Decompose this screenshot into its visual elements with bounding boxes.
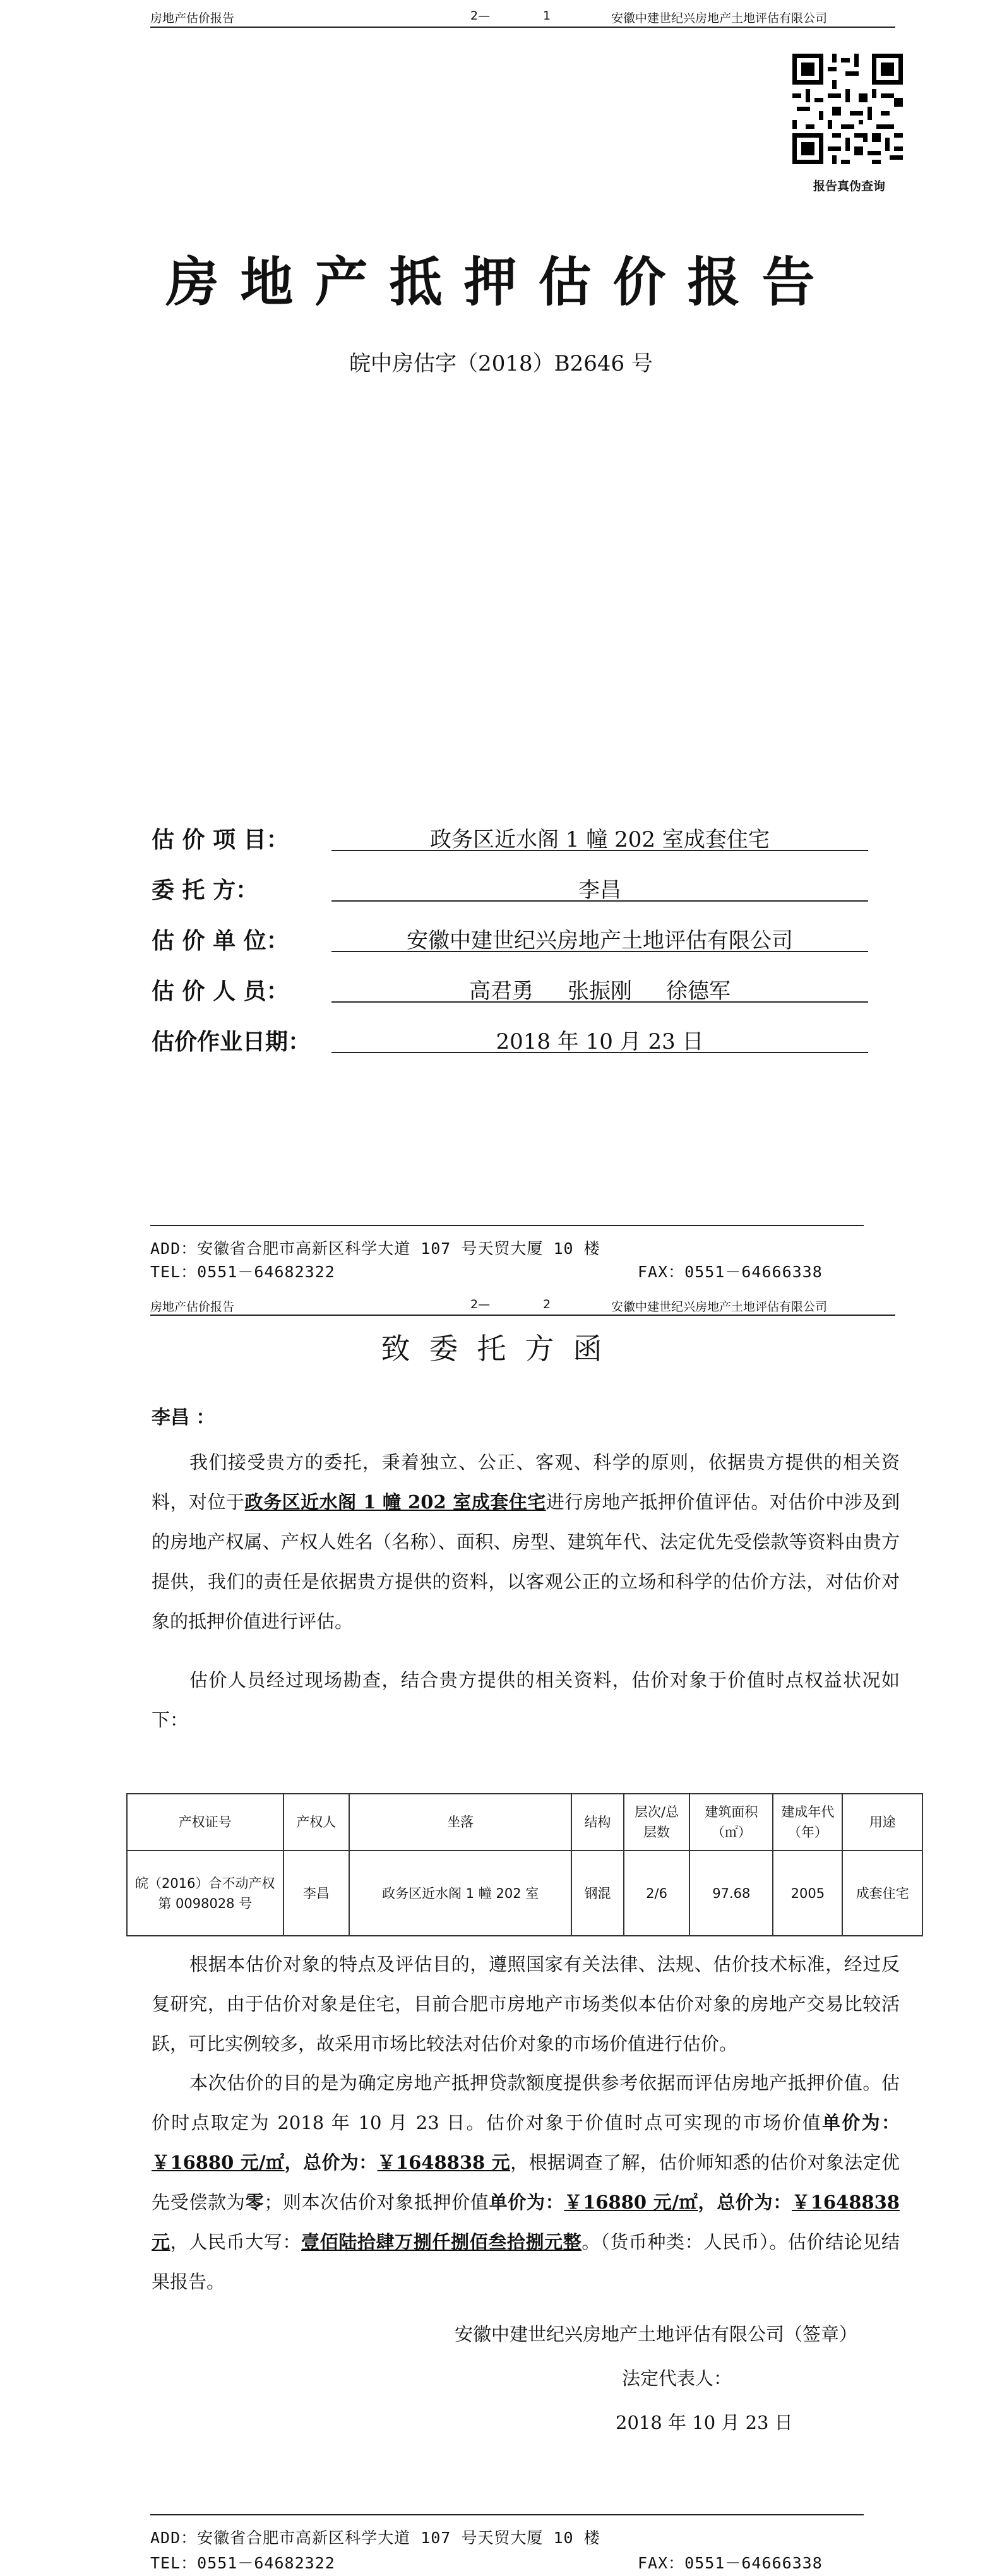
table-header-cell: 产权人 [283, 1794, 350, 1851]
property-rights-table [126, 1793, 923, 1936]
table-header-cell: 坐落 [349, 1794, 571, 1851]
page1-header-page-prefix: 2— [470, 9, 491, 23]
p4-text-d: ，人民币大写： [170, 2231, 301, 2253]
info-value: 高君勇 张振刚 徐德军 [468, 979, 731, 1004]
letter-title: 致委托方函 [381, 1332, 621, 1366]
info-value: 2018 年 10 月 23 日 [496, 1029, 704, 1054]
p4-text-c: ；则本次估价对象抵押价值 [264, 2191, 489, 2213]
mortgage-total-price-label: ，总价为： [698, 2191, 792, 2213]
table-header-cell: 建筑面积（㎡） [689, 1794, 773, 1851]
table-header-cell: 用途 [842, 1794, 922, 1851]
table-header-cell: 建成年代（年） [773, 1794, 842, 1851]
qr-caption: 报告真伪查询 [813, 179, 885, 193]
page2-header-rule [150, 1315, 895, 1316]
page1-header-page-num: 1 [543, 9, 551, 23]
page2-footer-fax: FAX：0551－64666338 [638, 2554, 823, 2572]
letter-paragraph-1 [152, 1443, 900, 1642]
table-row [127, 1851, 922, 1936]
info-underline [331, 951, 868, 952]
table-cell: 钢混 [571, 1851, 624, 1936]
unit-price-label: 单价为： [822, 2112, 900, 2133]
info-value: 政务区近水阁 1 幢 202 室成套住宅 [430, 827, 770, 852]
page2-header-right: 安徽中建世纪兴房地产土地评估有限公司 [611, 1300, 828, 1314]
letter-paragraph-4 [152, 2063, 900, 2302]
mortgage-total-price: ￥1648838 元 [152, 2191, 900, 2253]
table-header-cell: 产权证号 [127, 1794, 283, 1851]
qr-code-icon[interactable] [792, 54, 903, 164]
info-underline [331, 900, 868, 902]
table-header-cell: 结构 [571, 1794, 624, 1851]
page1-footer-tel: TEL：0551－64682322 [150, 1263, 335, 1281]
property-address-highlight: 政务区近水阁 1 幢 202 室成套住宅 [244, 1491, 546, 1513]
page2-footer-tel: TEL：0551－64682322 [150, 2554, 335, 2572]
signature-company: 安徽中建世纪兴房地产土地评估有限公司（签章） [455, 2323, 858, 2345]
info-label: 委 托 方： [152, 878, 259, 903]
page1-header-right: 安徽中建世纪兴房地产土地评估有限公司 [611, 11, 828, 25]
info-value: 李昌 [578, 878, 621, 903]
table-cell: 皖（2016）合不动产权第 0098028 号 [127, 1851, 283, 1936]
p4-text-e: 。（货币种类：人民币）。估价结论见结果报告。 [152, 2231, 900, 2293]
table-cell: 2005 [773, 1851, 842, 1936]
page1-footer-rule [150, 1225, 864, 1226]
table-cell: 成套住宅 [842, 1851, 922, 1936]
p1-text-c: 进行房地产抵押价值评估。对估价中涉及到的房地产权属、产权人姓名（名称）、面积、房型、建筑年代、法定优先受偿款等资料由贵方提供，我们的责任是依据贵方提供的资料，以客观公正的立场和科学的估价方法，对估价对象的抵押价值进行评估。 [152, 1491, 900, 1632]
table-header-cell: 层次/总层数 [624, 1794, 690, 1851]
page2-header-page-prefix: 2— [470, 1297, 491, 1311]
page2-header-left: 房地产估价报告 [150, 1300, 235, 1314]
table-header-row [127, 1794, 922, 1851]
info-label: 估 价 项 目： [152, 827, 289, 853]
letter-paragraph-3: 根据本估价对象的特点及评估目的，遵照国家有关法律、法规、估价技术标准，经过反复研究，由于估价对象是住宅，目前合肥市房地产市场类似本估价对象的房地产交易比较活跃，可比实例较多，故采用市场比较法对估价对象的市场价值进行估价。 [152, 1953, 900, 2054]
market-total-price: ￥1648838 元 [377, 2152, 511, 2173]
p4-text-a: 本次估价的目的是为确定房地产抵押贷款额度提供参考依据而评估房地产抵押价值。估价时点取定为 2018 年 10 月 23 日。估价对象于价值时点可实现的市场价值 [152, 2072, 900, 2133]
amount-in-words: 壹佰陆拾肆万捌仟捌佰叁拾捌元整 [301, 2231, 582, 2253]
info-value: 安徽中建世纪兴房地产土地评估有限公司 [407, 928, 793, 953]
total-price-label: ，总价为： [284, 2152, 378, 2173]
table-cell: 政务区近水阁 1 幢 202 室 [349, 1851, 571, 1936]
info-label: 估 价 人 员： [152, 979, 289, 1005]
signature-date: 2018 年 10 月 23 日 [616, 2412, 793, 2433]
signature-legal-rep: 法定代表人： [622, 2368, 732, 2389]
mortgage-unit-price-label: 单价为： [489, 2191, 564, 2213]
info-underline [331, 1001, 868, 1003]
salutation: 李昌 ： [152, 1407, 215, 1429]
market-unit-price: ￥16880 元/㎡ [152, 2152, 285, 2173]
page2-footer-address: ADD：安徽省合肥市高新区科学大道 107 号天贸大厦 10 楼 [150, 2529, 600, 2547]
letter-paragraph-2: 估价人员经过现场勘查，结合贵方提供的相关资料，估价对象于价值时点权益状况如下： [152, 1669, 900, 1731]
page1-header-left: 房地产估价报告 [150, 11, 235, 25]
priority-claim-zero: 零 [245, 2191, 265, 2213]
info-label: 估 价 单 位： [152, 928, 289, 954]
info-label: 估价作业日期： [152, 1029, 311, 1055]
report-title: 房地产抵押估价报告 [165, 251, 837, 313]
page1-footer-fax: FAX：0551－64666338 [638, 1263, 823, 1281]
page1-footer-address: ADD：安徽省合肥市高新区科学大道 107 号天贸大厦 10 楼 [150, 1239, 600, 1258]
info-underline [331, 1052, 868, 1053]
p1-text-a: 我们接受贵方的委托，秉着独立、公正、客观、科学的原则，依据贵方提供的相关资料，对位于 [152, 1452, 900, 1513]
mortgage-unit-price: ￥16880 元/㎡ [564, 2191, 698, 2213]
info-underline [331, 850, 868, 851]
table-cell: 97.68 [689, 1851, 773, 1936]
report-number: 皖中房估字（2018）B2646 号 [349, 351, 653, 376]
page2-header-page-num: 2 [543, 1297, 551, 1311]
page1-header-rule [150, 27, 895, 28]
table-cell: 李昌 [283, 1851, 350, 1936]
p4-text-b: ，根据调查了解，估价师知悉的估价对象法定优先受偿款为 [152, 2152, 900, 2213]
table-cell: 2/6 [624, 1851, 690, 1936]
page2-footer-rule [150, 2514, 864, 2515]
